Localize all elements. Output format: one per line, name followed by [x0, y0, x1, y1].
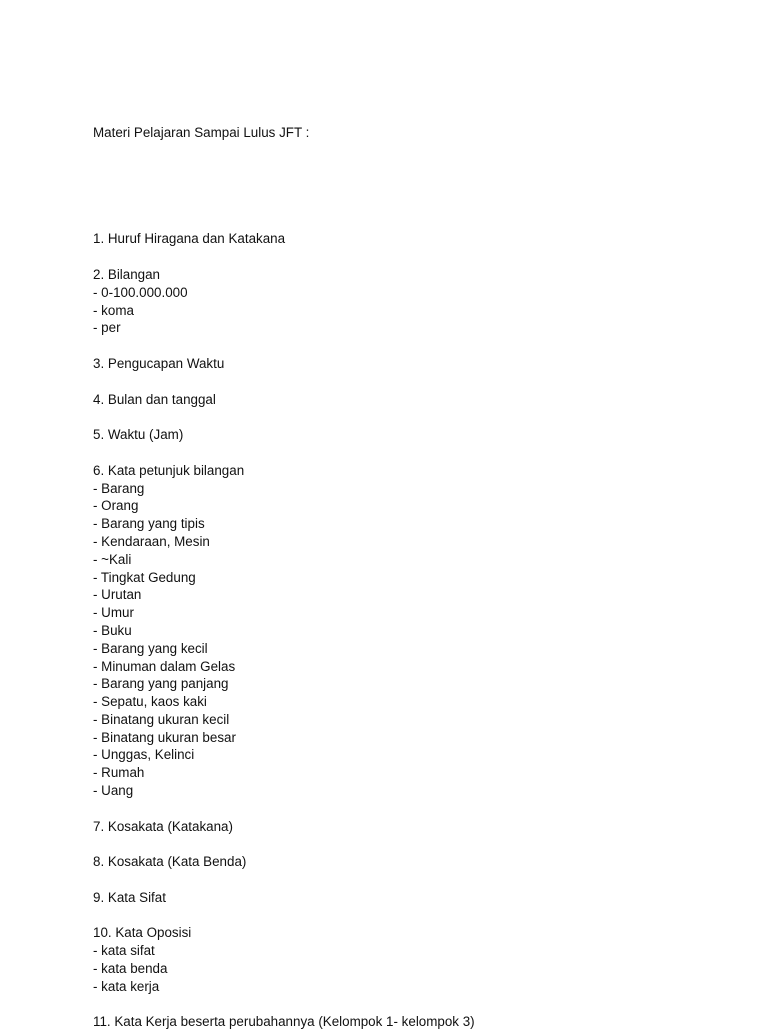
list-item: - Uang: [93, 783, 134, 799]
list-item: - Buku: [93, 622, 132, 638]
list-item: - Kendaraan, Mesin: [93, 533, 210, 549]
list-item: - Barang yang tipis: [93, 516, 205, 532]
blank-line: [93, 177, 733, 195]
document-body: [93, 88, 733, 1031]
blank-line: [93, 337, 733, 355]
blank-line: [93, 408, 733, 426]
blank-line: [93, 835, 733, 853]
blank-line: [93, 444, 733, 462]
section-heading: 4. Bulan dan tanggal: [93, 391, 216, 407]
list-item: - Urutan: [93, 587, 142, 603]
blank-line: [93, 800, 733, 818]
list-item: - Binatang ukuran besar: [93, 729, 236, 745]
list-item: - Barang: [93, 480, 145, 496]
section-heading: 8. Kosakata (Kata Benda): [93, 854, 247, 870]
blank-line: [93, 248, 733, 266]
blank-line: [93, 871, 733, 889]
list-item: - Sepatu, kaos kaki: [93, 694, 207, 710]
section-heading: 10. Kata Oposisi: [93, 925, 192, 941]
blank-line: [93, 373, 733, 391]
list-item: - ~Kali: [93, 551, 132, 567]
list-item: - Unggas, Kelinci: [93, 747, 195, 763]
blank-line: [93, 907, 733, 925]
list-item: - per: [93, 320, 121, 336]
section-heading: 7. Kosakata (Katakana): [93, 818, 233, 834]
document-title: Materi Pelajaran Sampai Lulus JFT :: [93, 124, 310, 140]
list-item: - kata benda: [93, 961, 168, 977]
list-item: - Umur: [93, 605, 134, 621]
list-item: - Barang yang kecil: [93, 640, 208, 656]
list-item: - Tingkat Gedung: [93, 569, 196, 585]
list-item: - Barang yang panjang: [93, 676, 229, 692]
section-heading: 3. Pengucapan Waktu: [93, 355, 225, 371]
blank-line: [93, 996, 733, 1014]
section-heading: 2. Bilangan: [93, 266, 161, 282]
section-heading: 9. Kata Sifat: [93, 889, 166, 905]
section-heading: 5. Waktu (Jam): [93, 427, 184, 443]
list-item: - Minuman dalam Gelas: [93, 658, 236, 674]
list-item: - Rumah: [93, 765, 145, 781]
list-item: - Orang: [93, 498, 139, 514]
list-item: - kata sifat: [93, 943, 155, 959]
list-item: - 0-100.000.000: [93, 284, 188, 300]
list-item: - Binatang ukuran kecil: [93, 711, 230, 727]
section-heading: 11. Kata Kerja beserta perubahannya (Kelompok 1- kelompok 3): [93, 1014, 475, 1030]
section-heading: 1. Huruf Hiragana dan Katakana: [93, 231, 286, 247]
section-heading: 6. Kata petunjuk bilangan: [93, 462, 245, 478]
list-item: - kata kerja: [93, 978, 160, 994]
list-item: - koma: [93, 302, 134, 318]
